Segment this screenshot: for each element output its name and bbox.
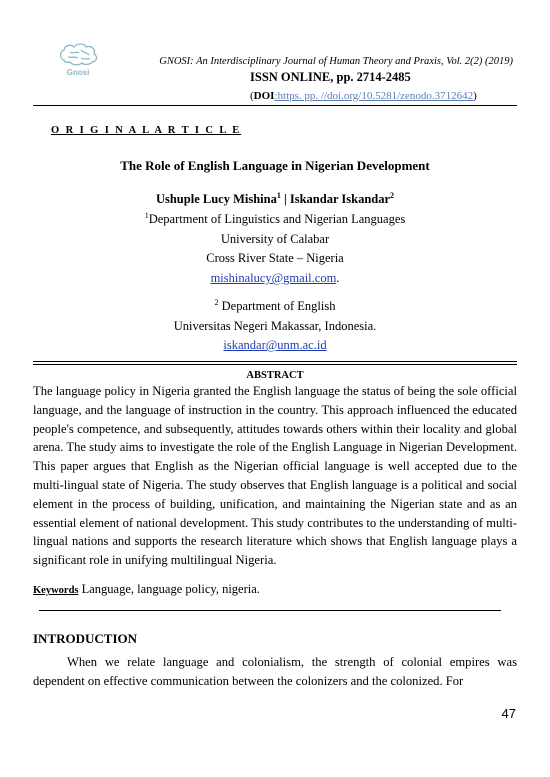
affiliation-2-sup: 2: [214, 297, 219, 307]
author-1-sup: 1: [276, 190, 281, 200]
affiliation-1-dept-text: Department of Linguistics and Nigerian Languages: [148, 212, 406, 226]
doi-label: DOI: [253, 90, 275, 102]
keywords-label: Keywords: [33, 585, 79, 596]
author-2-email-link[interactable]: iskandar@unm.ac.id: [223, 338, 327, 352]
journal-citation: GNOSI: An Interdisciplinary Journal of Human Theory and Praxis, Vol. 2(2) (2019): [159, 56, 513, 67]
affiliation-1-dept: [0, 212, 550, 227]
page-number: 47: [501, 706, 516, 721]
author-2-sup: 2: [390, 190, 395, 200]
author-1-email-link[interactable]: mishinalucy@gmail.com: [210, 271, 337, 285]
doi-link[interactable]: :https. pp. //doi.org/10.5281/zenodo.3712642: [274, 90, 474, 102]
abstract-divider-top: [33, 361, 517, 362]
article-title: The Role of English Language in Nigerian Development: [120, 158, 430, 173]
header-divider: [33, 105, 517, 106]
affiliation-2-email-line: [0, 338, 550, 353]
keywords-text: Language, language policy, nigeria.: [78, 582, 260, 596]
doi-line: [250, 90, 477, 102]
doi-close-paren: ): [473, 90, 477, 102]
affiliation-1-email-line: [0, 271, 550, 286]
abstract-divider-bottom: [33, 364, 517, 365]
author-1-name: Ushuple Lucy Mishina: [155, 192, 277, 206]
author-line: [0, 192, 550, 207]
affiliation-1-sup: 1: [144, 210, 149, 220]
issn-line: ISSN ONLINE, pp. 2714-2485: [250, 70, 411, 84]
affiliation-1-location: Cross River State – Nigeria: [206, 251, 344, 265]
introduction-body: When we relate language and colonialism, the strength of colonial empires was dependent on effective communication between the colonizers and the colonized. For: [33, 655, 517, 688]
affiliation-1-university: University of Calabar: [220, 232, 330, 246]
affiliation-2-dept: [0, 299, 550, 314]
introduction-heading: INTRODUCTION: [33, 631, 138, 646]
logo-wordmark: Gnosi: [66, 68, 90, 77]
author-2-name: Iskandar Iskandar: [289, 192, 391, 206]
affiliation-2-dept-text: Department of English: [218, 299, 336, 313]
gnosi-brain-logo: [50, 40, 106, 80]
author-1-email-trail: .: [336, 271, 340, 285]
abstract-heading: ABSTRACT: [246, 370, 304, 381]
author-separator: |: [280, 192, 290, 206]
doi-open-paren: (: [250, 90, 254, 102]
article-type: O R I G I N A L A R T I C L E: [51, 125, 242, 136]
section-divider: [39, 610, 501, 611]
abstract-body: The language policy in Nigeria granted the English language the status of being the sole official language, and the language of instruction in the country. This approach influenced the educated people's competence, and subsequently, attitudes towards others within their locality and global arena. The study aims to investigate the role of the English Language in Nigerian Development. This paper argues that English as the Nigerian official language is well accepted due to the multi-lingual state of Nigeria. The study observes that English language is a political and social element in the process of building, unification, and maintaining the Nigerian state and as an essential element of national development. This study contributes to the understanding of multi-lingual nations and supports the research literature which shows that English language plays a significant role in unifying multilingual Nigeria.: [33, 384, 517, 568]
affiliation-2-university: Universitas Negeri Makassar, Indonesia.: [173, 319, 377, 333]
keywords-line: [33, 582, 260, 597]
